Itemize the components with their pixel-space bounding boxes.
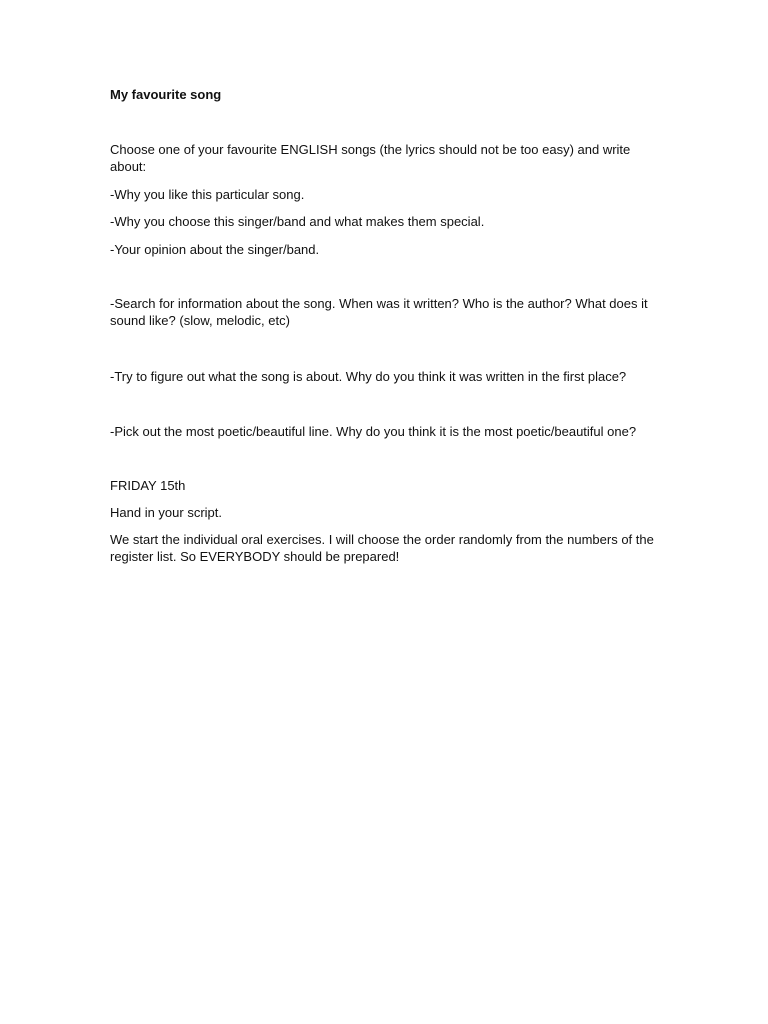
document-title: My favourite song [110,87,222,102]
poetic-paragraph: -Pick out the most poetic/beautiful line. Why do you think it is the most poetic/beautiful one? [110,424,637,439]
point-opinion: -Your opinion about the singer/band. [110,242,320,257]
intro-paragraph: Choose one of your favourite ENGLISH songs (the lyrics should not be too easy) and write about: [110,142,631,174]
oral-exercises-paragraph: We start the individual oral exercises. I will choose the order randomly from the numbers of the register list. So EVERYBODY should be prepared! [110,532,654,564]
meaning-paragraph: -Try to figure out what the song is about. Why do you think it was written in the first place? [110,369,627,384]
deadline-heading: FRIDAY 15th [110,478,186,493]
research-paragraph: -Search for information about the song. When was it written? Who is the author? What does it sound like? (slow, melodic, etc) [110,296,648,328]
point-why-like: -Why you like this particular song. [110,187,305,202]
hand-in-line: Hand in your script. [110,505,222,520]
point-why-singer: -Why you choose this singer/band and what makes them special. [110,214,485,229]
